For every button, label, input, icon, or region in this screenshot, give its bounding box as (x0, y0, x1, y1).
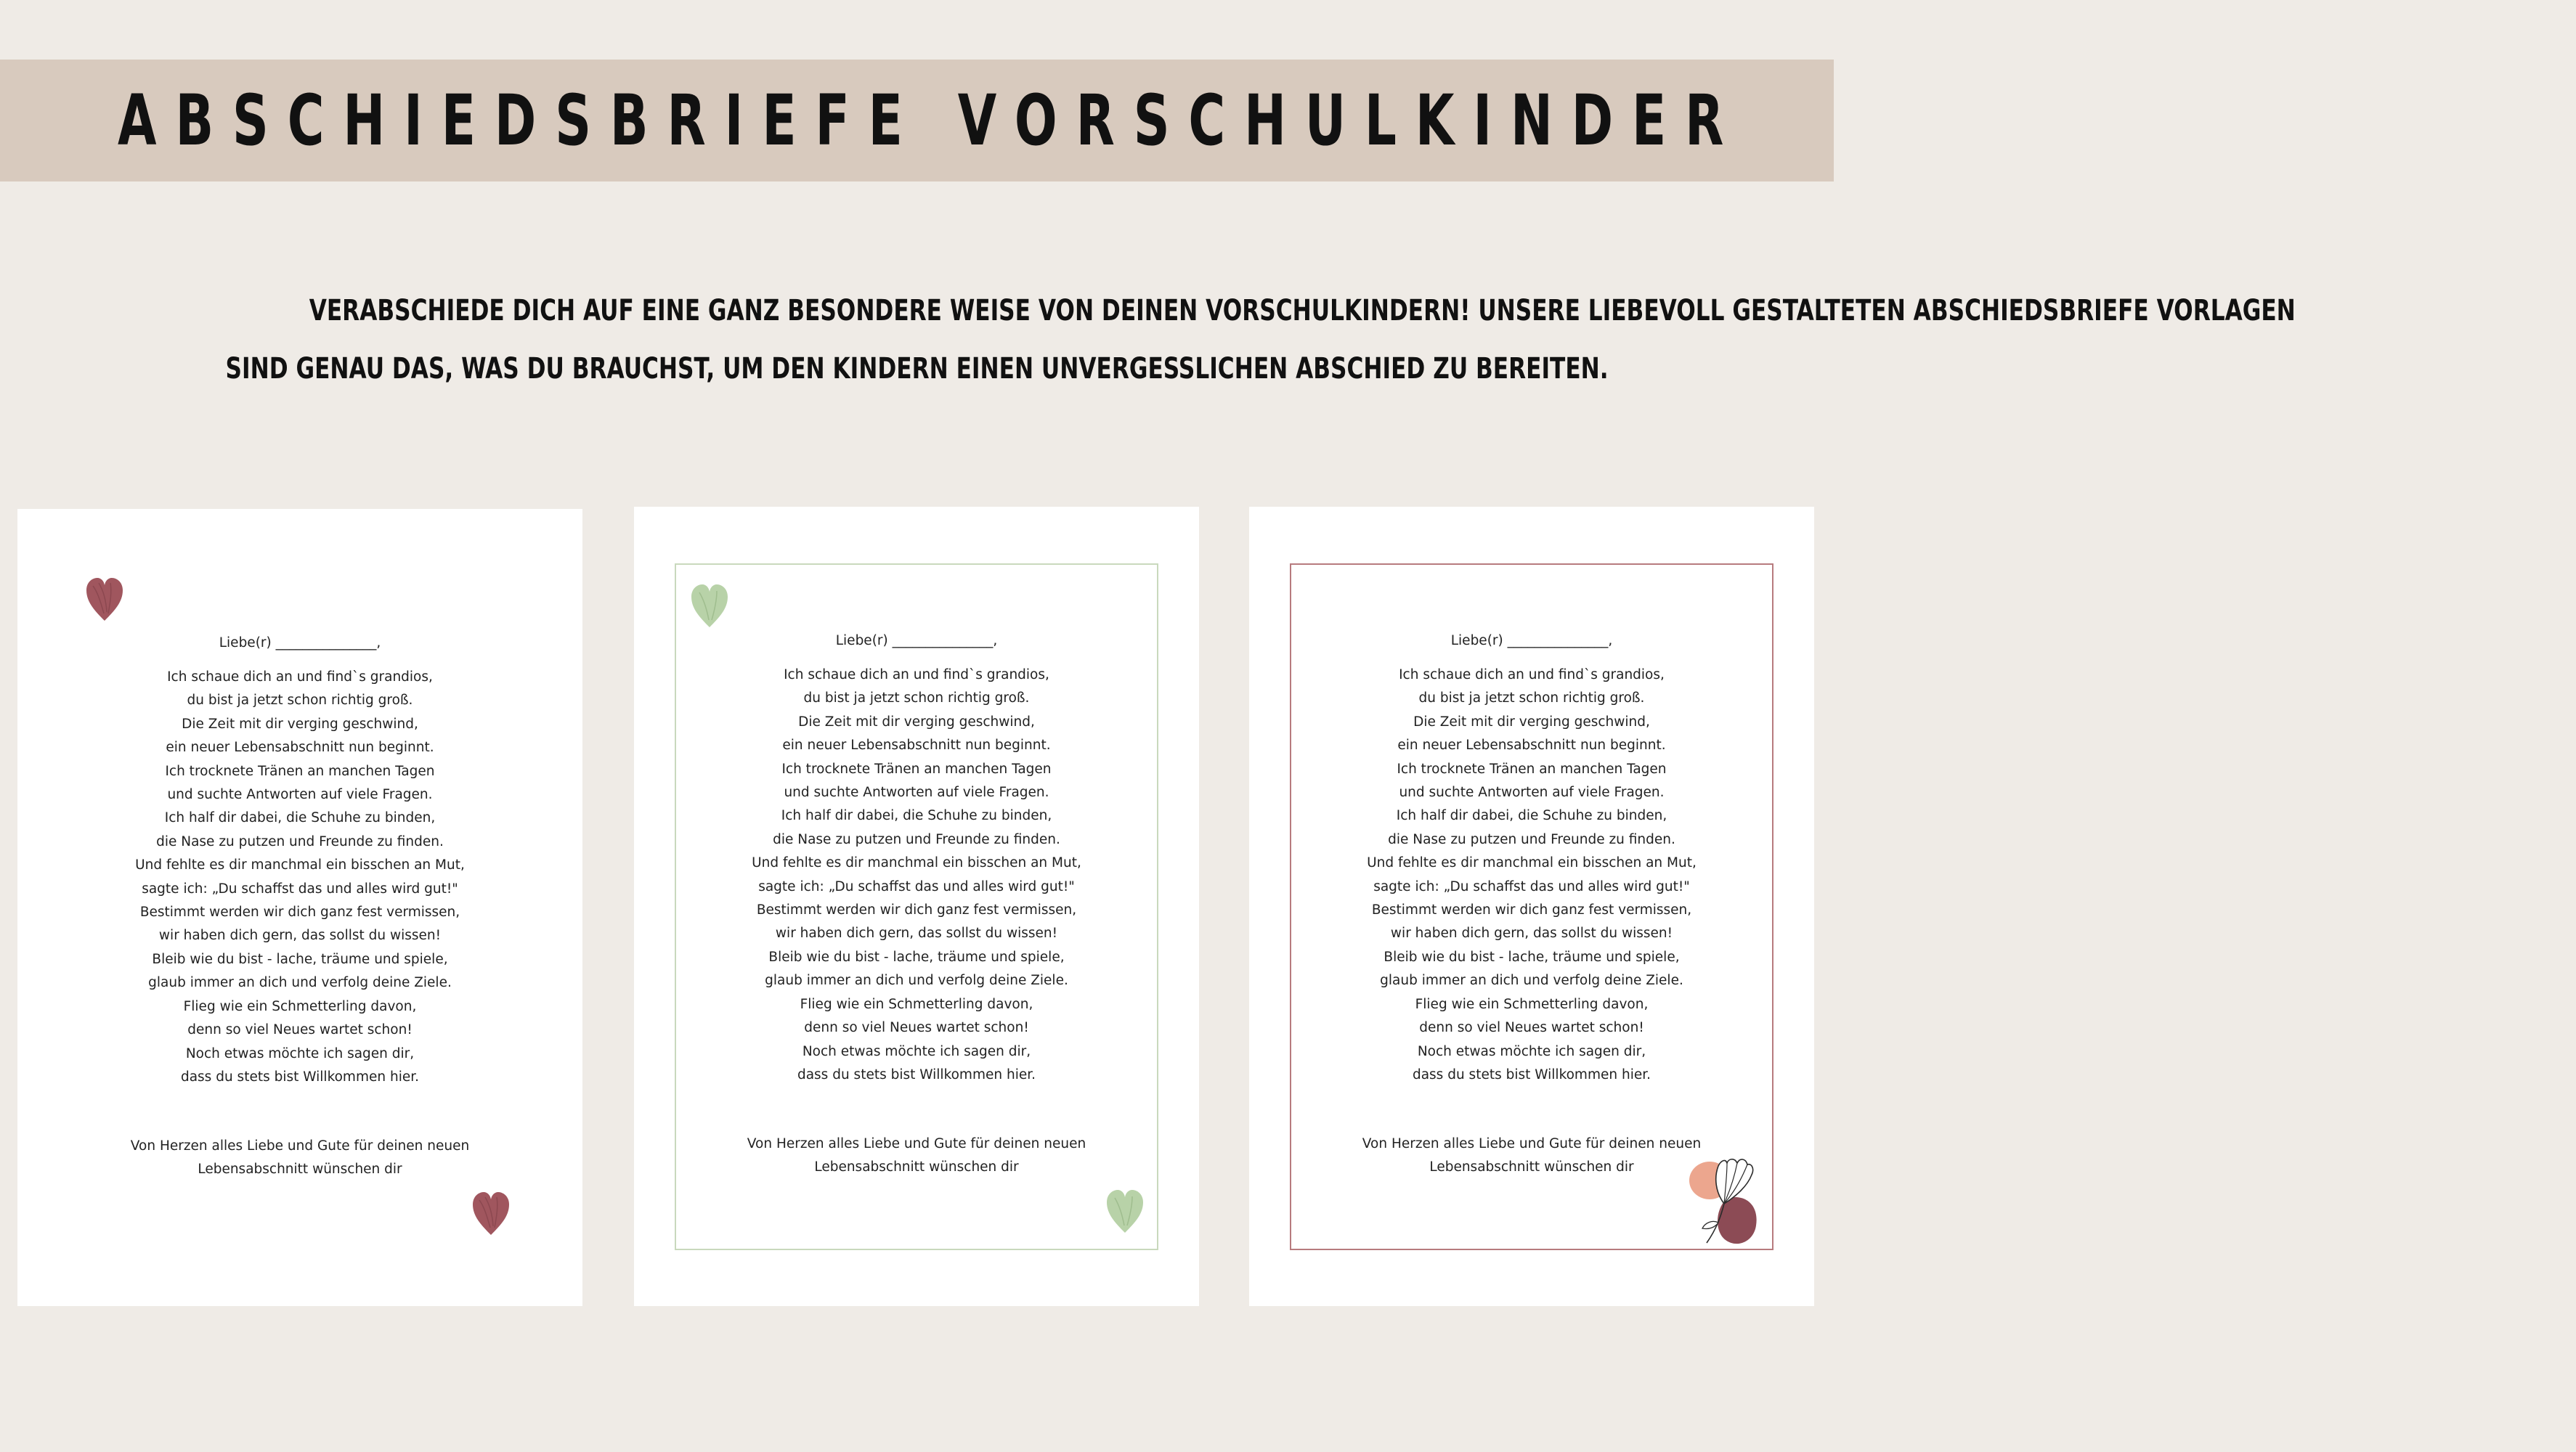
intro-line-2-text: SIND GENAU DAS, WAS DU BRAUCHST, UM DEN KINDERN EINEN UNVERGESSLICHEN ABSCHIED ZU BEREITEN. (225, 352, 1609, 386)
poem-line: dass du stets bist Willkommen hier. (1412, 1066, 1651, 1082)
poem-line: dass du stets bist Willkommen hier. (797, 1066, 1036, 1082)
poem-line: und suchte Antworten auf viele Fragen. (784, 785, 1049, 801)
poem-line: Die Zeit mit dir verging geschwind, (1413, 714, 1650, 730)
letter-card-3 (1249, 507, 1814, 1306)
poem-line: Noch etwas möchte ich sagen dir, (802, 1043, 1031, 1059)
heart-icon (1105, 1188, 1145, 1236)
closing (634, 1133, 1199, 1180)
heart-icon (84, 576, 125, 624)
closing (17, 1135, 582, 1182)
poem-line: denn so viel Neues wartet schon! (804, 1020, 1029, 1036)
page-title: ABSCHIEDSBRIEFE VORSCHULKINDER (117, 80, 1743, 161)
poem-line: Ich trocknete Tränen an manchen Tagen (1397, 761, 1667, 777)
closing-line: Lebensabschnitt wünschen dir (198, 1162, 402, 1178)
salutation: Liebe(r) _______________, (1450, 633, 1613, 648)
title-banner (0, 60, 1834, 182)
poem-line: glaub immer an dich und verfolg deine Ziele. (765, 973, 1068, 989)
poem-line: und suchte Antworten auf viele Fragen. (1399, 785, 1665, 801)
intro-text (29, 282, 2296, 398)
poem-line: Ich trocknete Tränen an manchen Tagen (781, 761, 1052, 777)
poem-line: Und fehlte es dir manchmal ein bisschen an Mut, (752, 855, 1081, 871)
poem-line: die Nase zu putzen und Freunde zu finden. (156, 833, 444, 849)
salutation: Liebe(r) _______________, (835, 633, 998, 648)
poem-line: Bestimmt werden wir dich ganz fest vermissen, (756, 902, 1077, 918)
poem-line: denn so viel Neues wartet schon! (1419, 1020, 1644, 1036)
poem-line: Flieg wie ein Schmetterling davon, (183, 998, 417, 1014)
heart-icon (471, 1190, 511, 1238)
flower-illustration-icon (1685, 1153, 1762, 1249)
poem-line: Flieg wie ein Schmetterling davon, (1415, 996, 1649, 1012)
letter-card-1 (17, 509, 582, 1306)
poem-line: Ich schaue dich an und find`s grandios, (784, 667, 1049, 682)
poem-line: Ich trocknete Tränen an manchen Tagen (165, 763, 435, 779)
poem-line: Die Zeit mit dir verging geschwind, (182, 716, 418, 732)
intro-line-1 (29, 282, 2296, 340)
letter-card-2 (634, 507, 1199, 1306)
poem-line: Flieg wie ein Schmetterling davon, (800, 996, 1033, 1012)
poem-line: Die Zeit mit dir verging geschwind, (798, 714, 1035, 730)
heart-icon (689, 582, 730, 630)
poem-line: die Nase zu putzen und Freunde zu finden. (1388, 831, 1675, 847)
poem-line: Bestimmt werden wir dich ganz fest vermissen, (1371, 902, 1692, 918)
poem-line: dass du stets bist Willkommen hier. (180, 1069, 420, 1085)
poem-line: denn so viel Neues wartet schon! (187, 1022, 413, 1038)
poem-line: Ich half dir dabei, die Schuhe zu binden, (1396, 808, 1667, 824)
closing-line: Von Herzen alles Liebe und Gute für deinen neuen (747, 1136, 1086, 1151)
poem-line: ein neuer Lebensabschnitt nun beginnt. (166, 740, 434, 756)
poem-line: ein neuer Lebensabschnitt nun beginnt. (782, 738, 1051, 754)
poem-line: Bleib wie du bist - lache, träume und spiele, (1384, 949, 1680, 965)
poem (17, 666, 582, 1089)
poem-line: du bist ja jetzt schon richtig groß. (803, 690, 1030, 706)
poem-line: du bist ja jetzt schon richtig groß. (1418, 690, 1645, 706)
closing-line: Lebensabschnitt wünschen dir (814, 1159, 1019, 1175)
poem-line: die Nase zu putzen und Freunde zu finden. (773, 831, 1060, 847)
poem-line: Ich schaue dich an und find`s grandios, (167, 669, 433, 685)
poem-line: sagte ich: „Du schaffst das und alles wird gut!" (142, 881, 458, 897)
poem-line: und suchte Antworten auf viele Fragen. (167, 787, 433, 803)
poem-line: Bleib wie du bist - lache, träume und spiele, (768, 949, 1065, 965)
poem-line: Bleib wie du bist - lache, träume und spiele, (152, 951, 448, 967)
poem-line: sagte ich: „Du schaffst das und alles wird gut!" (758, 878, 1075, 894)
poem-line: Bestimmt werden wir dich ganz fest vermissen, (139, 905, 460, 921)
poem-line: wir haben dich gern, das sollst du wissen! (1390, 926, 1673, 942)
intro-line-1-text: VERABSCHIEDE DICH AUF EINE GANZ BESONDERE WEISE VON DEINEN VORSCHULKINDERN! UNSERE LIEBEVOLL GESTALTETEN ABSCHIEDSBRIEFE VORLAGEN (309, 294, 2296, 327)
poem (1249, 664, 1814, 1087)
poem-line: wir haben dich gern, das sollst du wissen! (158, 928, 442, 944)
closing-line: Von Herzen alles Liebe und Gute für deinen neuen (130, 1138, 470, 1154)
closing-line: Von Herzen alles Liebe und Gute für deinen neuen (1362, 1136, 1702, 1151)
poem-line: Ich half dir dabei, die Schuhe zu binden, (781, 808, 1052, 824)
poem-line: ein neuer Lebensabschnitt nun beginnt. (1397, 738, 1666, 754)
poem-line: Ich schaue dich an und find`s grandios, (1399, 667, 1665, 682)
poem-line: glaub immer an dich und verfolg deine Ziele. (148, 975, 452, 991)
poem-line: Ich half dir dabei, die Schuhe zu binden, (164, 810, 436, 826)
closing-line: Lebensabschnitt wünschen dir (1429, 1159, 1634, 1175)
poem-line: Noch etwas möchte ich sagen dir, (1417, 1043, 1646, 1059)
poem-line: wir haben dich gern, das sollst du wissen! (775, 926, 1058, 942)
poem-line: Und fehlte es dir manchmal ein bisschen an Mut, (135, 857, 465, 873)
poem-line: Noch etwas möchte ich sagen dir, (185, 1045, 415, 1061)
poem-line: glaub immer an dich und verfolg deine Ziele. (1380, 973, 1683, 989)
poem (634, 664, 1199, 1087)
poem-line: sagte ich: „Du schaffst das und alles wird gut!" (1373, 878, 1690, 894)
poem-line: Und fehlte es dir manchmal ein bisschen an Mut, (1367, 855, 1697, 871)
salutation: Liebe(r) _______________, (219, 635, 381, 650)
poem-line: du bist ja jetzt schon richtig groß. (187, 693, 413, 709)
intro-line-2 (29, 340, 1805, 398)
